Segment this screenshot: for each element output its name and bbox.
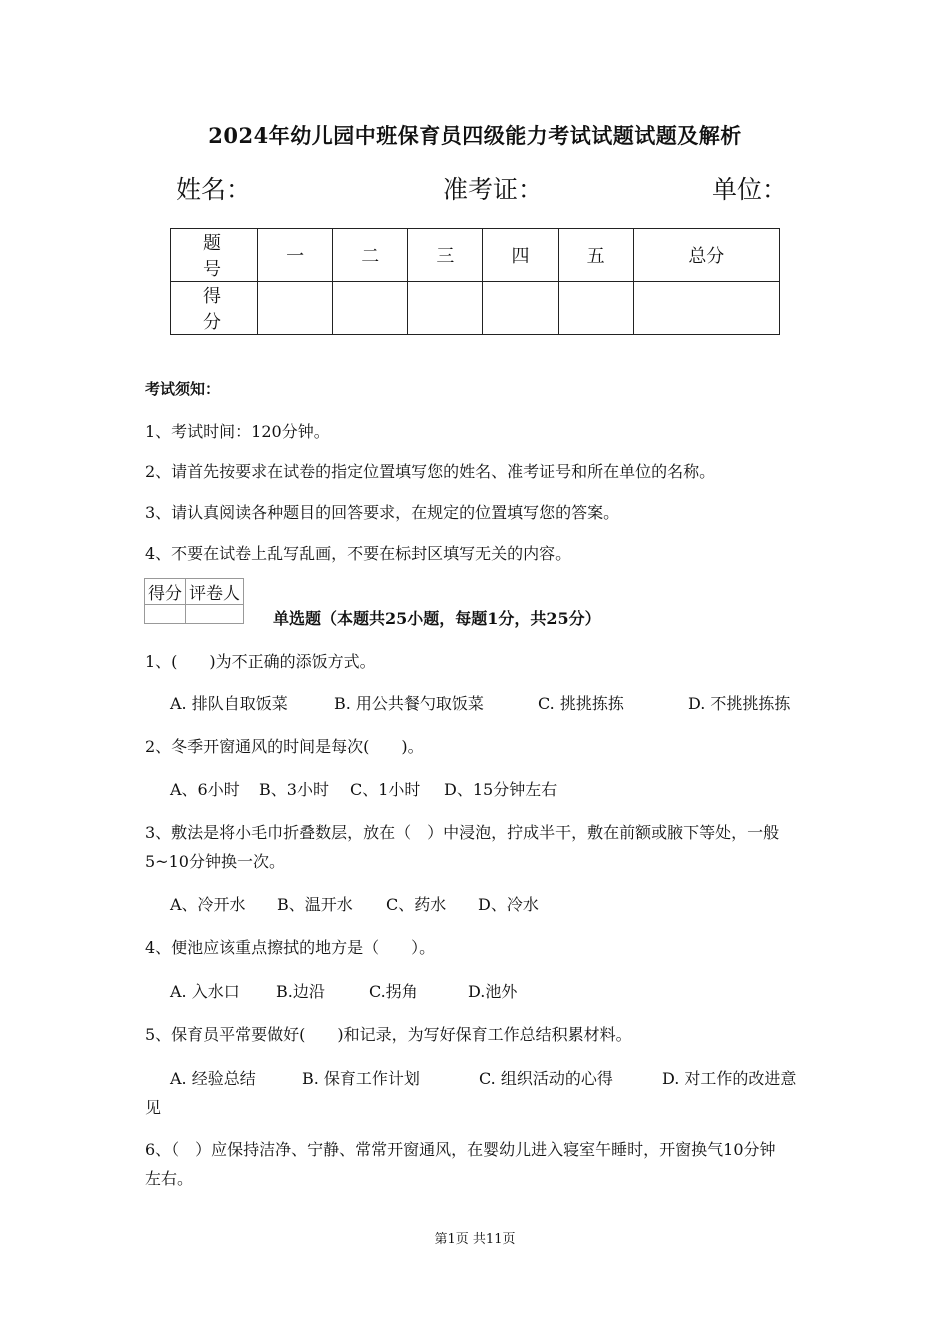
option-d[interactable]: D、冷水 bbox=[478, 895, 539, 914]
option-d[interactable]: D. 不挑挑拣拣 bbox=[688, 694, 791, 713]
option-c[interactable]: C、1小时 bbox=[350, 780, 421, 799]
grader-score-label: 得分 bbox=[145, 579, 186, 605]
question-text: 3、敷法是将小毛巾折叠数层，放在（ ）中浸泡，拧成半干，敷在前额或腋下等处，一般 bbox=[145, 823, 780, 842]
option-a[interactable]: A、6小时 bbox=[170, 780, 240, 799]
option-c[interactable]: C. 挑挑拣拣 bbox=[538, 694, 624, 713]
option-a[interactable]: A、冷开水 bbox=[170, 895, 246, 914]
score-table-cell: 四 bbox=[483, 229, 558, 282]
option-a[interactable]: A. 排队自取饭菜 bbox=[170, 694, 288, 713]
name-field-label: 姓名： bbox=[176, 175, 252, 204]
option-b[interactable]: B. 保育工作计划 bbox=[302, 1069, 420, 1088]
question-text: 4、便池应该重点擦拭的地方是（ ）。 bbox=[145, 938, 436, 957]
option-c[interactable]: C、药水 bbox=[386, 895, 447, 914]
score-table-score-row bbox=[171, 282, 780, 335]
grader-box bbox=[144, 578, 244, 624]
unit-field-label: 单位： bbox=[712, 175, 788, 204]
score-entry-cell[interactable] bbox=[408, 282, 483, 335]
notice-item: 1、考试时间：120分钟。 bbox=[145, 422, 330, 441]
option-b[interactable]: B. 用公共餐勺取饭菜 bbox=[334, 694, 484, 713]
score-table-cell: 二 bbox=[333, 229, 408, 282]
option-b[interactable]: B.边沿 bbox=[276, 982, 325, 1001]
grader-score-cell[interactable] bbox=[145, 605, 186, 624]
option-c[interactable]: C.拐角 bbox=[369, 982, 418, 1001]
option-a[interactable]: A. 入水口 bbox=[170, 982, 240, 1001]
notice-heading: 考试须知： bbox=[145, 380, 221, 398]
score-entry-cell[interactable] bbox=[333, 282, 408, 335]
option-d[interactable]: D.池外 bbox=[468, 982, 518, 1001]
score-table-cell: 题 号 bbox=[171, 229, 258, 282]
score-entry-cell[interactable] bbox=[633, 282, 779, 335]
score-table-cell: 总分 bbox=[633, 229, 779, 282]
notice-item: 2、请首先按要求在试卷的指定位置填写您的姓名、准考证号和所在单位的名称。 bbox=[145, 462, 716, 481]
question-text: 5、保育员平常要做好( )和记录，为写好保育工作总结积累材料。 bbox=[145, 1025, 632, 1044]
question-text: 1、( )为不正确的添饭方式。 bbox=[145, 652, 376, 671]
option-d[interactable]: D、15分钟左右 bbox=[444, 780, 558, 799]
question-text: 2、冬季开窗通风的时间是每次( )。 bbox=[145, 737, 424, 756]
score-entry-cell[interactable] bbox=[558, 282, 633, 335]
option-a[interactable]: A. 经验总结 bbox=[170, 1069, 256, 1088]
question-text-continued: 左右。 bbox=[145, 1169, 194, 1188]
score-table bbox=[170, 228, 780, 335]
score-table-cell: 三 bbox=[408, 229, 483, 282]
section-title: 单选题（本题共25小题，每题1分，共25分） bbox=[273, 609, 601, 628]
grader-name-cell[interactable] bbox=[186, 605, 244, 624]
score-table-cell: 一 bbox=[258, 229, 333, 282]
exam-id-field-label: 准考证： bbox=[443, 175, 544, 204]
question-text: 6、（ ）应保持洁净、宁静、常常开窗通风，在婴幼儿进入寝室午睡时，开窗换气10分钟 bbox=[145, 1140, 776, 1159]
score-table-header-row bbox=[171, 229, 780, 282]
score-table-cell: 得 分 bbox=[171, 282, 258, 335]
grader-name-label: 评卷人 bbox=[186, 579, 244, 605]
page-title: 2024年幼儿园中班保育员四级能力考试试题试题及解析 bbox=[208, 123, 742, 148]
notice-item: 3、请认真阅读各种题目的回答要求，在规定的位置填写您的答案。 bbox=[145, 503, 620, 522]
option-b[interactable]: B、温开水 bbox=[277, 895, 353, 914]
score-entry-cell[interactable] bbox=[483, 282, 558, 335]
notice-item: 4、不要在试卷上乱写乱画，不要在标封区填写无关的内容。 bbox=[145, 544, 572, 563]
score-table-cell: 五 bbox=[558, 229, 633, 282]
question-text-continued: 5~10分钟换一次。 bbox=[145, 852, 285, 871]
page-footer: 第1页 共11页 bbox=[434, 1232, 516, 1247]
option-d-wrap: 见 bbox=[145, 1098, 162, 1117]
option-d[interactable]: D. 对工作的改进意 bbox=[662, 1069, 797, 1088]
option-c[interactable]: C. 组织活动的心得 bbox=[479, 1069, 613, 1088]
option-b[interactable]: B、3小时 bbox=[259, 780, 329, 799]
